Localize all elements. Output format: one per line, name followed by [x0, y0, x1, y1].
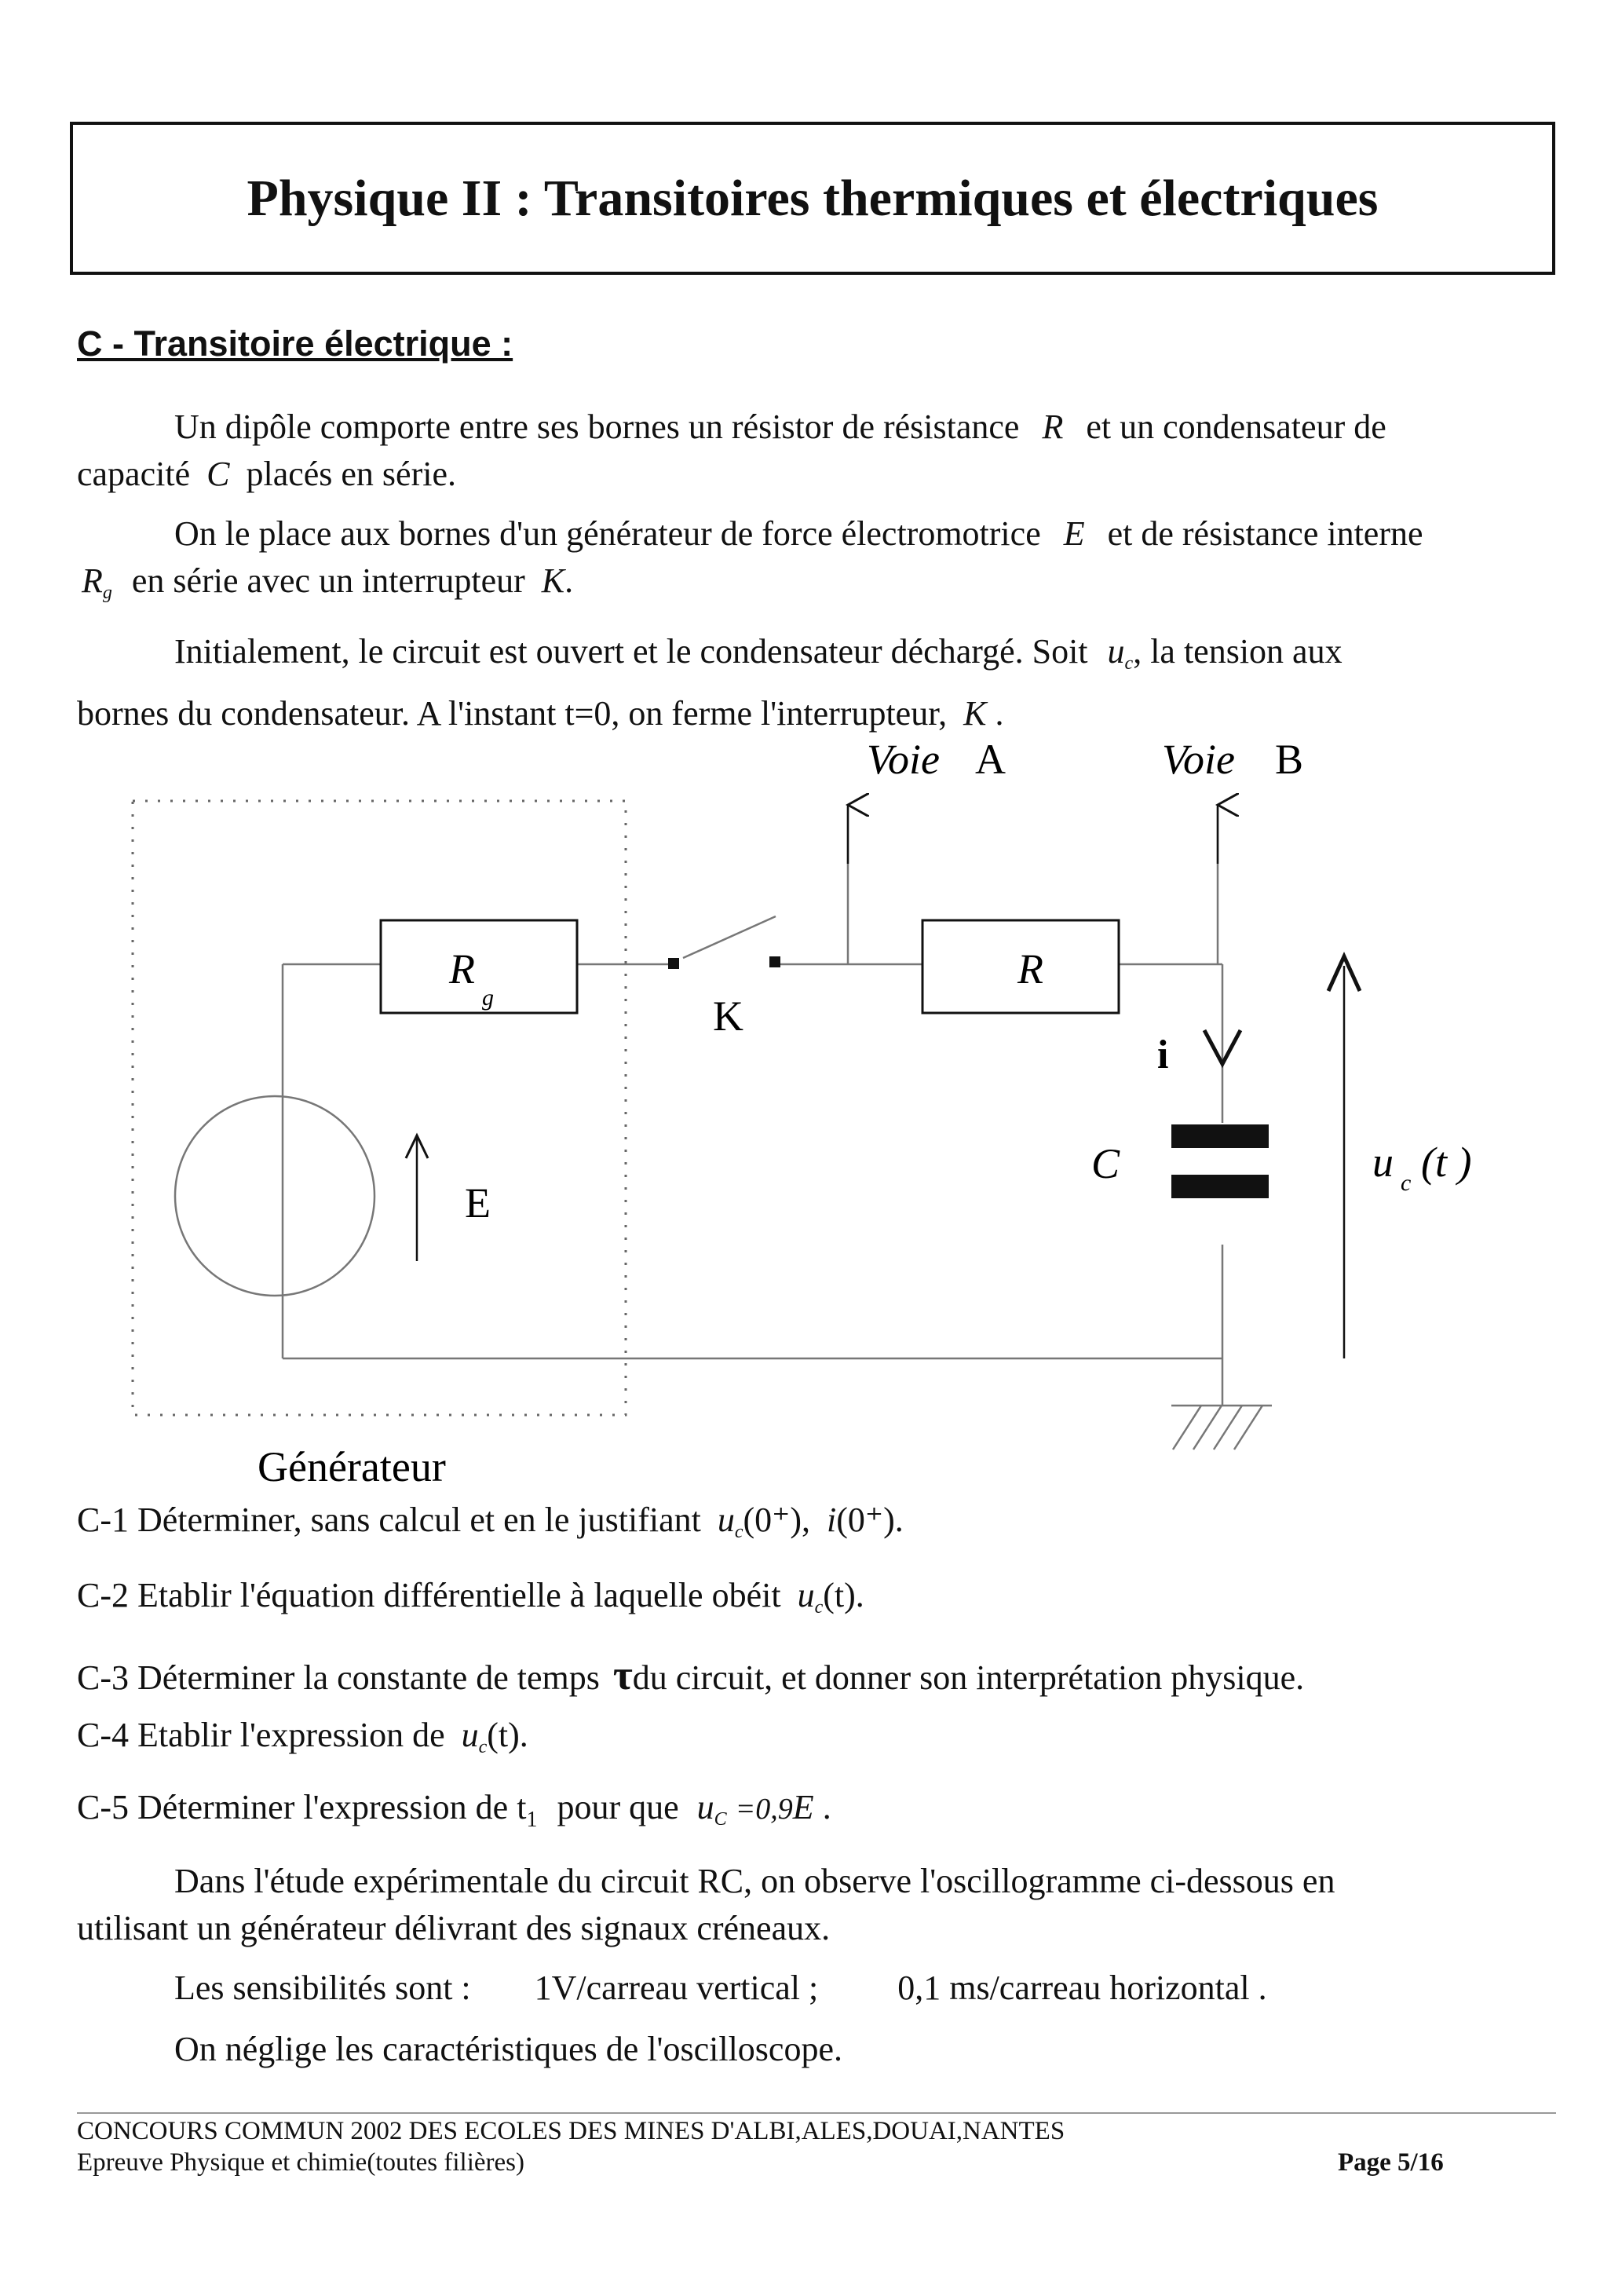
- p2-text-a: On le place aux bornes d'un générateur de force électromotrice: [174, 514, 1041, 553]
- c5-end: .: [822, 1788, 831, 1826]
- p3-text-a: Initialement, le circuit est ouvert et le condensateur déchargé. Soit: [174, 632, 1088, 671]
- c5-text-a: C-5 Déterminer l'expression de t: [77, 1788, 527, 1826]
- footer-line-1: CONCOURS COMMUN 2002 DES ECOLES DES MINES D'ALBI,ALES,DOUAI,NANTES: [77, 2117, 1065, 2145]
- p1-text-d: placés en série.: [246, 455, 456, 493]
- paragraph-2-line-2: [77, 558, 1556, 616]
- capacitor-plate-top: [1171, 1124, 1269, 1148]
- paragraph-1: [77, 404, 1556, 498]
- sensitivity-horizontal: 0,1 ms/carreau horizontal .: [897, 1969, 1267, 2007]
- generator-label: Générateur: [258, 1443, 446, 1484]
- voltage-source-circle: [175, 1096, 374, 1296]
- voie-b-word: Voie: [1162, 736, 1235, 783]
- c1-uc: u: [717, 1501, 735, 1539]
- question-c3: [77, 1651, 1304, 1699]
- uc-sub-label: c: [1401, 1170, 1412, 1196]
- c2-uc-sub: c: [814, 1597, 824, 1618]
- circuit-wires: [283, 807, 1222, 1406]
- title-box: [70, 122, 1555, 275]
- c1-i-arg: (0⁺).: [836, 1501, 904, 1539]
- question-c1: [77, 1500, 904, 1543]
- rc-circuit-diagram: [0, 730, 1622, 1484]
- switch-contact-right: [769, 956, 780, 967]
- rg-label: R: [449, 945, 475, 993]
- symbol-E: E: [1063, 514, 1085, 553]
- page-title: Physique II : Transitoires thermiques et électriques: [247, 170, 1379, 227]
- r-label: R: [1017, 945, 1043, 993]
- p2-text-d: .: [564, 561, 574, 600]
- c5-t-sub: 1: [526, 1807, 538, 1832]
- experiment-paragraph: [77, 1858, 1556, 1952]
- c1-uc-arg: (0⁺),: [743, 1501, 811, 1539]
- capacitor-plate-bottom: [1171, 1175, 1269, 1198]
- generator-box: [133, 801, 626, 1415]
- paragraph-3-line-1: [77, 628, 1556, 687]
- p1-text-b: et un condensateur de: [1086, 408, 1386, 446]
- question-c5: [77, 1787, 831, 1833]
- c3-text-a: C-3 Déterminer la constante de temps: [77, 1658, 600, 1697]
- emf-e-label: E: [465, 1179, 491, 1227]
- c3-tau: τ: [612, 1651, 633, 1698]
- voie-a-word: Voie: [867, 736, 940, 783]
- p1-text-c: capacité: [77, 455, 191, 493]
- question-c2: [77, 1575, 864, 1618]
- c5-uc-sub: C: [714, 1809, 727, 1830]
- current-i-label: i: [1157, 1033, 1169, 1077]
- uc-label: u: [1372, 1139, 1394, 1186]
- ground-symbol: [1171, 1406, 1272, 1450]
- voie-b-letter: B: [1275, 736, 1304, 783]
- footer-divider: [77, 2112, 1556, 2114]
- section-title: C - Transitoire électrique :: [77, 324, 513, 364]
- capacitor-c-label: C: [1091, 1140, 1120, 1187]
- rg-sub-label: g: [482, 985, 494, 1011]
- symbol-K-2: K: [963, 694, 987, 733]
- c2-uc-arg: (t).: [823, 1576, 864, 1614]
- c1-text: C-1 Déterminer, sans calcul et en le justifiant: [77, 1501, 701, 1539]
- p3-text-d: .: [995, 694, 1004, 733]
- uc-arg-label: (t ): [1421, 1139, 1472, 1186]
- paragraph-2: [77, 510, 1556, 616]
- paragraph-2-line-1: [77, 510, 1556, 558]
- paragraph-1-line-2: [77, 451, 1556, 498]
- c4-uc-arg: (t).: [487, 1716, 528, 1754]
- c5-text-b: pour que: [557, 1788, 679, 1826]
- symbol-Rg: R: [82, 561, 103, 600]
- p3-text-b: , la tension aux: [1133, 632, 1343, 671]
- sensitivities-label: Les sensibilités sont :: [174, 1969, 471, 2007]
- c2-text: C-2 Etablir l'équation différentielle à laquelle obéit: [77, 1576, 781, 1614]
- footer-line-2: Epreuve Physique et chimie(toutes filières): [77, 2148, 524, 2177]
- sensitivity-vertical: 1V/carreau vertical ;: [534, 1969, 819, 2007]
- page-number: Page 5/16: [1338, 2148, 1444, 2177]
- switch-contact-left: [668, 958, 679, 969]
- experiment-text-2: utilisant un générateur délivrant des signaux créneaux.: [77, 1909, 831, 1947]
- paragraph-1-line-1: [77, 404, 1556, 451]
- p1-text-a: Un dipôle comporte entre ses bornes un résistor de résistance: [174, 408, 1020, 446]
- c5-uc: u: [696, 1788, 714, 1826]
- c2-uc: u: [797, 1576, 815, 1614]
- c5-E: E: [792, 1788, 814, 1826]
- c4-text: C-4 Etablir l'expression de: [77, 1716, 445, 1754]
- symbol-uc-sub: c: [1124, 653, 1134, 674]
- c4-uc-sub: c: [478, 1737, 488, 1757]
- c3-text-b: du circuit, et donner son interprétation physique.: [632, 1658, 1305, 1697]
- c1-uc-sub: c: [734, 1522, 743, 1542]
- symbol-C: C: [206, 455, 230, 493]
- voie-a-letter: A: [975, 736, 1006, 783]
- p2-text-c: en série avec un interrupteur: [131, 561, 525, 600]
- symbol-K: K: [541, 561, 565, 600]
- switch-k-label: K: [713, 993, 743, 1040]
- sensitivities-line: [174, 1968, 1267, 2008]
- c5-value: =0,9: [735, 1793, 793, 1826]
- experiment-text-1: Dans l'étude expérimentale du circuit RC, on observe l'oscillogramme ci-dessous en: [174, 1862, 1335, 1900]
- symbol-R: R: [1042, 408, 1064, 446]
- p2-text-b: et de résistance interne: [1107, 514, 1423, 553]
- neglect-line: On néglige les caractéristiques de l'oscilloscope.: [174, 2030, 842, 2068]
- c4-uc: u: [461, 1716, 479, 1754]
- symbol-uc: u: [1107, 632, 1125, 671]
- paragraph-3: [77, 628, 1556, 737]
- c1-i: i: [827, 1501, 837, 1539]
- resistor-rg: [381, 920, 577, 1013]
- p3-text-c: bornes du condensateur. A l'instant t=0, on ferme l'interrupteur,: [77, 694, 948, 733]
- symbol-Rg-sub: g: [102, 583, 112, 603]
- question-c4: [77, 1715, 528, 1758]
